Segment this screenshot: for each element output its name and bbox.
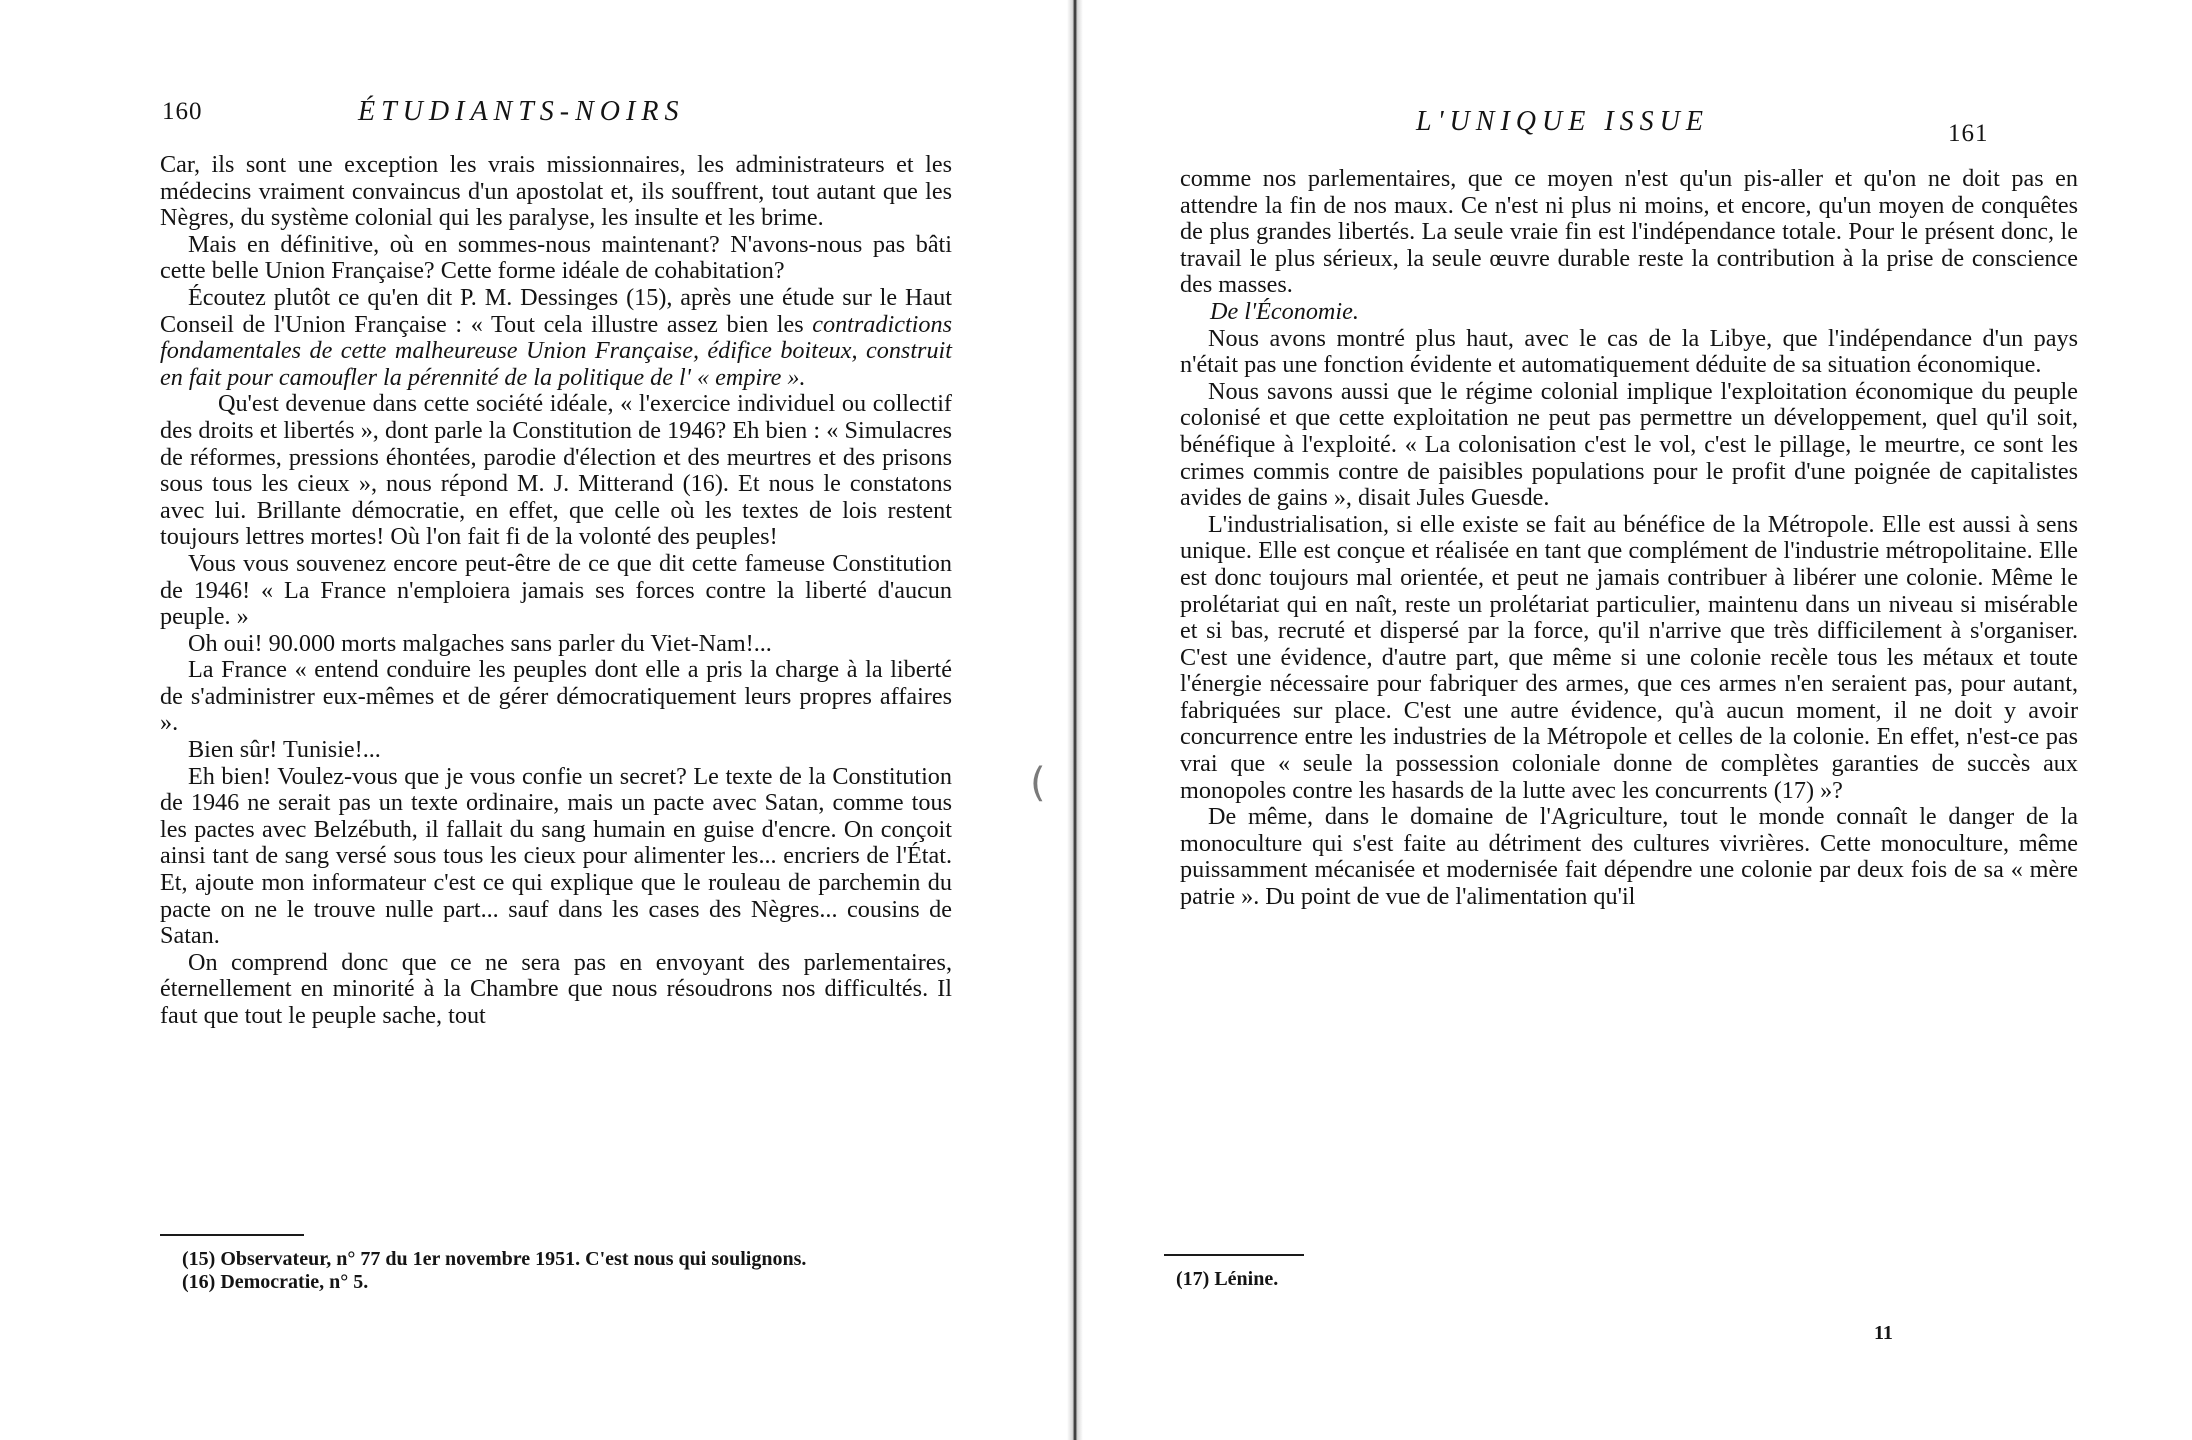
paragraph: On comprend donc que ce ne sera pas en envoyant des parlementaires, éternellement en minorité à la Chambre que nous résoudrons nos difficultés. Il faut que tout le peuple sache, tout: [160, 948, 952, 1029]
paragraph: Nous avons montré plus haut, avec le cas de la Libye, que l'indépendance d'un pays n'était pas une fonction évidente et automatiquement déduite de sa situation économique.: [1180, 324, 2078, 379]
left-page: [0, 0, 1070, 1440]
paragraph: Vous vous souvenez encore peut-être de ce que dit cette fameuse Constitution de 1946! « La France n'emploiera jamais ses forces contre la liberté d'aucun peuple. »: [160, 549, 952, 631]
paragraph: Bien sûr! Tunisie!...: [188, 736, 381, 764]
footnote: (15) Observateur, n° 77 du 1er novembre 1951. C'est nous qui soulignons.: [182, 1248, 807, 1270]
paragraph: De même, dans le domaine de l'Agriculture, tout le monde connaît le danger de la monoculture qui s'est faite au détriment des cultures vivrières. Cette monoculture, même puissamment mécanisée et modernisée fait dépendre une colonie par deux fois de sa « mère patrie ». Du point de vue de l'alimentation qu'il: [1180, 803, 2078, 911]
paragraph: comme nos parlementaires, que ce moyen n'est qu'un pis-aller et qu'on ne doit pas en attendre la fin de nos maux. Ce n'est ni plus ni moins, et encore, qu'un moyen de conquêtes de plus grandes libertés. La seule vraie fin est l'indépendance totale. Pour le présent donc, le travail le plus sérieux, la seule œuvre durable reste la contribution à la prise de conscience des masses.: [1180, 165, 2078, 299]
signature-mark: 11: [1874, 1322, 1893, 1344]
right-body-text: [1180, 166, 2078, 911]
paragraph: Eh bien! Voulez-vous que je vous confie un secret? Le texte de la Constitution de 1946 ne serait pas un texte ordinaire, mais un pacte avec Satan, comme tous les pactes avec Belzébuth, il fallait du sang humain en guise d'encre. On conçoit ainsi tant de sang versé sous tous les cieux pour alimenter les... encriers de l'État. Et, ajoute mon informateur c'est ce qui explique que le rouleau de parchemin du pacte on ne le trouve nulle part... sauf dans les cases des Nègres... cousins de Satan.: [160, 762, 952, 950]
footnote-rule: [160, 1234, 304, 1236]
bracket-mark: (: [1030, 760, 1046, 806]
paragraph-quote-lead: Écoutez plutôt ce qu'en dit P. M. Dessinges (15), après une étude sur le Haut Conseil de l'Union Française : « Tout cela illustre assez bien les: [160, 283, 952, 338]
section-subheading: De l'Économie.: [1210, 297, 1359, 325]
book-gutter: [1067, 0, 1083, 1440]
paragraph: Mais en définitive, où en sommes-nous maintenant? N'avons-nous pas bâti cette belle Union Française? Cette forme idéale de cohabitation?: [160, 230, 952, 285]
paragraph: Oh oui! 90.000 morts malgaches sans parler du Viet-Nam!...: [188, 629, 772, 657]
footnote-rule: [1164, 1254, 1304, 1256]
right-running-head: L'UNIQUE ISSUE: [1416, 106, 1709, 137]
left-body-text: [160, 152, 952, 1030]
paragraph: Qu'est devenue dans cette société idéale, « l'exercice individuel ou collectif des droits et libertés », dont parle la Constitution de 1946? Eh bien : « Simulacres de réformes, pressions éhontées, parodie d'élection et des meurtres et des prisons sous tous les cieux », nous répond M. J. Mitterand (16). Et nous le constatons avec lui. Brillante démocratie, en effet, que celle où les textes de lois restent toujours lettres mortes! Où l'on fait fi de la volonté des peuples!: [160, 390, 952, 551]
left-page-number: 160: [162, 98, 203, 125]
paragraph: Car, ils sont une exception les vrais missionnaires, les administrateurs et les médecins vraiment convaincus d'un apostolat et, ils souffrent, tout autant que les Nègres, du système colonial qui les paralyse, les insulte et les brime.: [160, 151, 952, 232]
paragraph: La France « entend conduire les peuples dont elle a pris la charge à la liberté de s'administrer eux-mêmes et de gérer démocratiquement leurs propres affaires ».: [160, 656, 952, 737]
paragraph: L'industrialisation, si elle existe se fait au bénéfice de la Métropole. Elle est aussi à sens unique. Elle est conçue et réalisée en tant que complément de l'industrie métropolitaine. Elle est donc toujours mal orientée, et peut ne jamais contribuer à libérer une colonie. Même le prolétariat qui en naît, reste un prolétariat particulier, maintenu dans un niveau si misérable et si bas, recruté et dispersé par la force, qu'il n'arrive que très difficilement à s'organiser. C'est une évidence, d'autre part, que même si une colonie recèle tous les métaux et toute l'énergie nécessaire pour fabriquer des armes, que ces armes n'en seraient pas, pour autant, fabriquées sur place. C'est une autre évidence, qu'à aucun moment, il ne doit y avoir concurrence entre les industries de la Métropole et celles de la colonie. En effet, n'est-ce pas vrai que « seule la possession coloniale donne de complètes garanties de succès aux monopoles contre les hasards de la lutte avec les concurrents (17) »?: [1180, 510, 2078, 804]
right-footnotes: [1176, 1268, 1976, 1291]
left-footnotes: [182, 1248, 962, 1294]
paragraph: Nous savons aussi que le régime colonial implique l'exploitation économique du peuple colonisé et que cette exploitation ne peut pas permettre un développement, quel qu'il soit, bénéfique à l'exploité. « La colonisation c'est le vol, c'est le pillage, le meurtre, ce sont les crimes commis contre de paisibles populations pour le profit d'une poignée de capitalistes avides de gains », disait Jules Guesde.: [1180, 377, 2078, 512]
footnote: (16) Democratie, n° 5.: [182, 1271, 369, 1293]
left-running-head: ÉTUDIANTS-NOIRS: [358, 96, 685, 127]
italic-quote: contradictions fondamentales de cette malheureuse Union Française, édifice boiteux, construit en fait pour camoufler la pérennité de la politique de l' « empire ».: [160, 310, 952, 391]
paragraph-quote: [160, 285, 952, 391]
right-page-number: 161: [1948, 120, 1989, 147]
right-page: [1090, 0, 2192, 1440]
footnote: (17) Lénine.: [1176, 1268, 1279, 1290]
